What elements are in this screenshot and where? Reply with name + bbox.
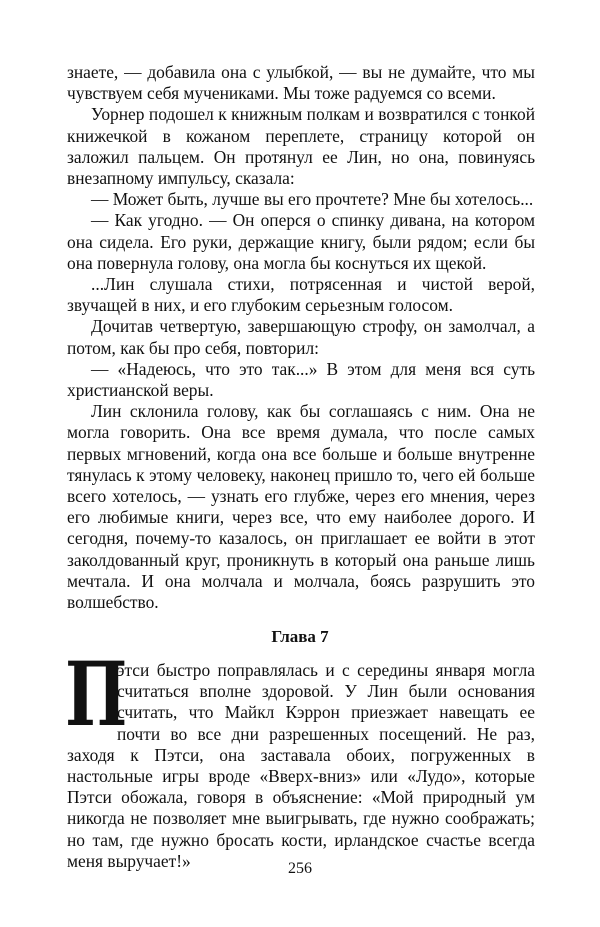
paragraph: — «Надеюсь, что это так...» В этом для меня вся суть христианской веры. xyxy=(67,358,535,401)
paragraph: Лин склонила голову, как бы соглашаясь с ним. Она не могла говорить. Она все время думала, что после самых первых мгновений, когда она все больше и больше внутренне тянулась к этому человеку, наконец пришло то, чего ей больше всего хотелось, — узнать его глубже, через его мнения, через его любимые книги, через все, что ему наиболее дорого. И сегодня, почему-то казалось, он приглашает ее войти в этот заколдованный круг, проникнуть в который она раньше лишь мечтала. И она молчала и молчала, боясь разрушить это волшебство. xyxy=(67,401,535,613)
paragraph: — Может быть, лучше вы его прочтете? Мне бы хотелось... xyxy=(91,189,534,210)
chapter-title: Глава 7 xyxy=(271,627,329,646)
paragraph: Дочитав четвертую, завершающую строфу, он замолчал, а потом, как бы про себя, повторил: xyxy=(67,316,535,358)
paragraph: — Как угодно. — Он оперся о спинку дивана, на котором она сидела. Его руки, держащие книгу, были рядом; если бы она повернула голову, она могла бы коснуться их щекой. xyxy=(67,210,535,273)
page-number: 256 xyxy=(288,860,312,877)
chapter-paragraph xyxy=(65,642,535,872)
drop-cap: П xyxy=(65,642,128,746)
paragraph: знаете, — добавила она с улыбкой, — вы не думайте, что мы чувствуем себя мучениками. Мы тоже радуемся со всеми. xyxy=(67,62,535,104)
body-text xyxy=(67,62,535,613)
chapter-paragraph-text: этси быстро поправлялась и с середины января могла считаться вполне здоровой. У Лин были основания считать, что Майкл Кэррон приезжает навещать ее почти во все дни разрешенных посещений. Не раз, заходя к Пэтси, она заставала обоих, погруженных в настольные игры вроде «Вверх-вниз» или «Лудо», которые Пэтси обожала, говоря в объяснение: «Мой природный ум никогда не позволяет мне выигрывать, где нужно соображать; но там, где нужно бросать кости, ирландское счастье всегда меня выручает!» xyxy=(67,660,535,871)
paragraph: ...Лин слушала стихи, потрясенная и чистой верой, звучащей в них, и его глубоким серьезным голосом. xyxy=(67,274,535,316)
chapter-text xyxy=(65,642,535,872)
paragraph: Уорнер подошел к книжным полкам и возвратился с тонкой книжечкой в кожаном переплете, страницу которой он заложил пальцем. Он протянул ее Лин, но она, повинуясь внезапному импульсу, сказала: xyxy=(67,104,535,189)
